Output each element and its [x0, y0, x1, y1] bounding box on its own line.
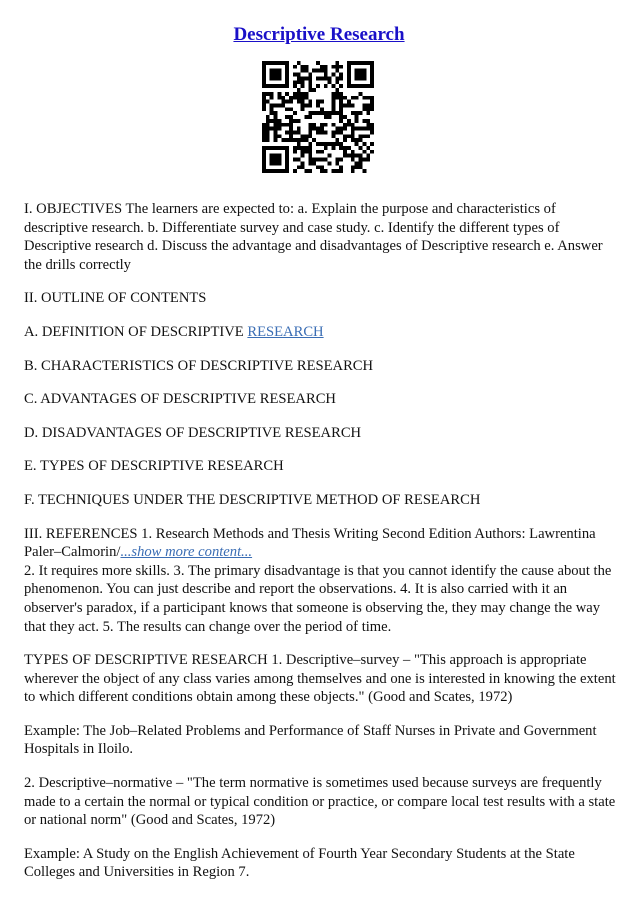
outline-item-a-text: A. DEFINITION OF DESCRIPTIVE	[24, 323, 244, 340]
show-more-link[interactable]: ...show more content...	[120, 544, 253, 561]
outline-heading: II. OUTLINE OF CONTENTS	[24, 290, 207, 307]
research-link[interactable]: RESEARCH	[247, 323, 324, 340]
types-paragraph-1: TYPES OF DESCRIPTIVE RESEARCH 1. Descriptive–survey – "This approach is appropriate wherever the object of any class varies among themselves and one is interested in knowing the extent to which different conditions obtain among these objects." (Good and Scates, 1972)	[24, 652, 616, 706]
document-body	[24, 200, 616, 897]
outline-item-f: F. TECHNIQUES UNDER THE DESCRIPTIVE METHOD OF RESEARCH	[24, 491, 481, 508]
outline-item-b: B. CHARACTERISTICS OF DESCRIPTIVE RESEARCH	[24, 357, 374, 374]
outline-item-a	[24, 323, 616, 342]
continued-paragraph: 2. It requires more skills. 3. The primary disadvantage is that you cannot identify the cause about the phenomenon. You can just describe and report the observations. 4. It is also carried with it an observer's paradox, if a participant knows that someone is observing the, they may change the way that they act. 5. The results can change over the period of time.	[24, 562, 612, 635]
outline-item-c: C. ADVANTAGES OF DESCRIPTIVE RESEARCH	[24, 391, 336, 408]
example-paragraph-1: Example: The Job–Related Problems and Performance of Staff Nurses in Private and Government Hospitals in Iloilo.	[24, 722, 597, 758]
outline-item-e: E. TYPES OF DESCRIPTIVE RESEARCH	[24, 458, 284, 475]
outline-item-d: D. DISADVANTAGES OF DESCRIPTIVE RESEARCH	[24, 424, 362, 441]
example-paragraph-2: Example: A Study on the English Achievement of Fourth Year Secondary Students at the State Colleges and Universities in Region 7.	[24, 845, 575, 881]
types-paragraph-2: 2. Descriptive–normative – "The term normative is sometimes used because surveys are frequently made to a certain the normal or typical condition or practice, or compare local test results with a state or national norm" (Good and Scates, 1972)	[24, 775, 616, 829]
references-paragraph	[24, 525, 616, 562]
page-title[interactable]: Descriptive Research	[233, 24, 405, 45]
references-text: III. REFERENCES 1. Research Methods and Thesis Writing Second Edition Authors: Lawrentina Paler–Calmorin/	[24, 525, 596, 561]
qr-code-icon	[262, 61, 374, 173]
objectives-paragraph: I. OBJECTIVES The learners are expected to: a. Explain the purpose and characteristics of descriptive research. b. Differentiate survey and case study. c. Identify the different types of Descriptive research d. Discuss the advantage and disadvantages of Descriptive research e. Answer the drills correctly	[24, 201, 603, 273]
